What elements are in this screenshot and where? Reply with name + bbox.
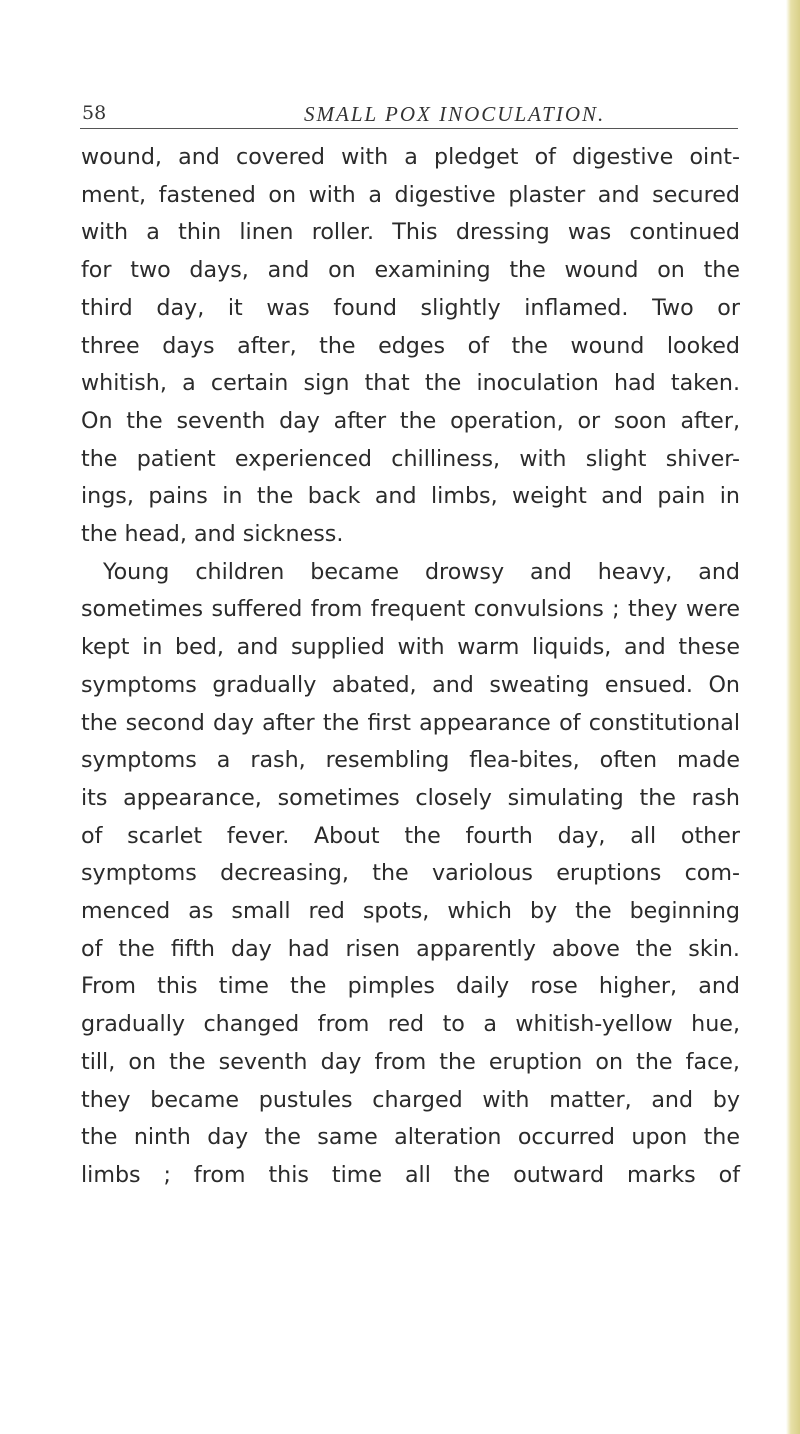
header-rule xyxy=(80,128,738,129)
page-number: 58 xyxy=(82,102,107,124)
text-line: limbs ; from this time all the outward marks of xyxy=(81,1161,740,1188)
text-line: kept in bed, and supplied with warm liquids, and these xyxy=(81,634,740,661)
text-line-paragraph-end: the head, and sickness. xyxy=(81,521,344,548)
text-line: of the fifth day had risen apparently above the skin. xyxy=(81,935,740,962)
text-line: the second day after the first appearance of constitutional xyxy=(81,709,740,736)
text-line: menced as small red spots, which by the beginning xyxy=(81,898,740,925)
text-line: they became pustules charged with matter, and by xyxy=(81,1086,740,1113)
text-line: On the seventh day after the operation, or soon after, xyxy=(81,407,740,434)
text-line-paragraph-start: Young children became drowsy and heavy, and xyxy=(103,558,740,585)
text-line: whitish, a certain sign that the inoculation had taken. xyxy=(81,370,740,397)
text-line: gradually changed from red to a whitish-yellow hue, xyxy=(81,1011,740,1038)
text-line: for two days, and on examining the wound on the xyxy=(81,257,740,284)
text-line: the ninth day the same alteration occurred upon the xyxy=(81,1124,740,1151)
text-line: of scarlet fever. About the fourth day, all other xyxy=(81,822,740,849)
text-line: sometimes suffered from frequent convulsions ; they were xyxy=(81,596,740,623)
text-line: wound, and covered with a pledget of digestive oint- xyxy=(81,144,740,170)
text-line: third day, it was found slightly inflamed. Two or xyxy=(81,294,740,321)
running-head: SMALL POX INOCULATION. xyxy=(304,102,606,126)
text-line: its appearance, sometimes closely simulating the rash xyxy=(81,784,740,811)
text-line: till, on the seventh day from the eruption on the face, xyxy=(81,1048,740,1075)
text-line: symptoms gradually abated, and sweating ensued. On xyxy=(81,671,740,698)
text-line: the patient experienced chilliness, with slight shiver- xyxy=(81,445,740,472)
text-line: From this time the pimples daily rose higher, and xyxy=(81,973,740,1000)
text-line: ment, fastened on with a digestive plaster and secured xyxy=(81,181,740,208)
text-line: symptoms decreasing, the variolous eruptions com- xyxy=(81,860,740,887)
page-edge xyxy=(786,0,800,1434)
body-text xyxy=(81,139,740,1195)
text-line: with a thin linen roller. This dressing was continued xyxy=(81,219,740,246)
text-line: three days after, the edges of the wound looked xyxy=(81,332,740,359)
text-line: ings, pains in the back and limbs, weight and pain in xyxy=(81,483,740,510)
text-line: symptoms a rash, resembling flea-bites, often made xyxy=(81,747,740,774)
